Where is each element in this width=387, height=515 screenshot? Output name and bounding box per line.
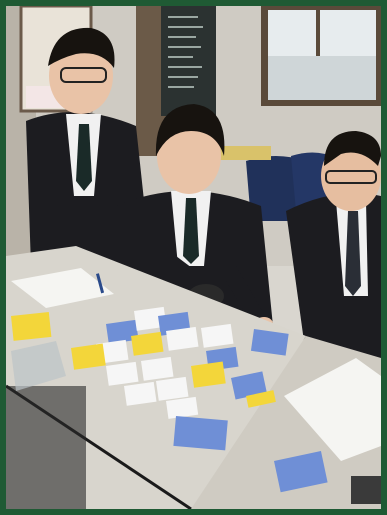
card-white xyxy=(156,377,188,401)
blackboard xyxy=(161,6,216,116)
card-white xyxy=(166,327,198,351)
table-shadow xyxy=(6,386,86,509)
window-glass-lower xyxy=(268,56,376,100)
card-white xyxy=(201,324,233,348)
card-white xyxy=(124,382,156,406)
card-blue xyxy=(173,416,227,450)
phone xyxy=(351,476,381,504)
card-white xyxy=(106,362,138,386)
card-yellow xyxy=(131,332,163,356)
photo-illustration xyxy=(6,6,381,509)
card-yellow xyxy=(11,312,51,341)
classroom-photo xyxy=(6,6,381,509)
card-yellow xyxy=(191,362,226,388)
card-white xyxy=(141,357,173,381)
card-yellow xyxy=(71,344,106,370)
blackboard-writing xyxy=(168,16,198,18)
